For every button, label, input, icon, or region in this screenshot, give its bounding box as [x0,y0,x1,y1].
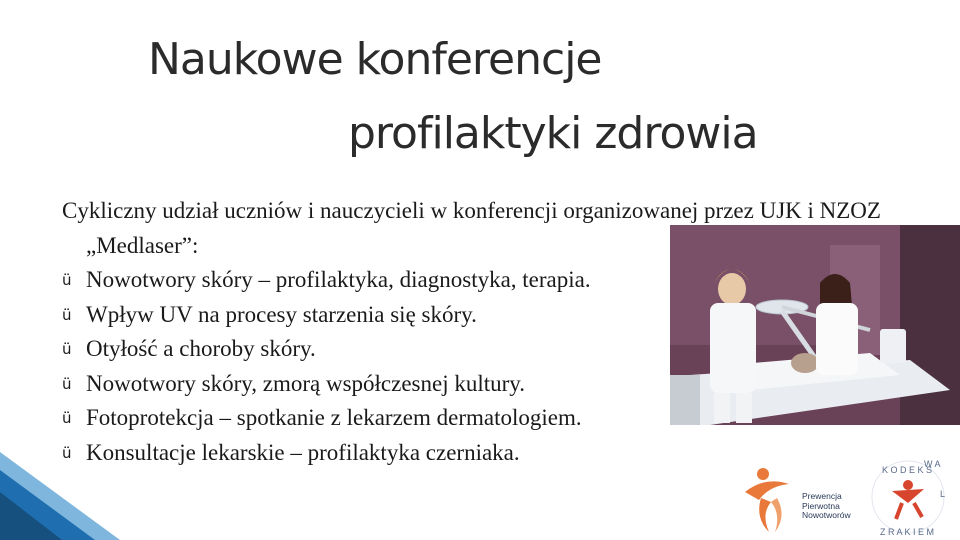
title-line-1: Naukowe konferencje [148,34,602,85]
bullet-item [62,401,902,436]
prewencja-logo [735,462,855,534]
checkmark-icon: ü [62,409,72,427]
bullet-list [62,263,902,470]
checkmark-icon: ü [62,374,72,393]
intro-text: Cykliczny udział uczniów i nauczycieli w konferencji organizowanej przez UJK i NZOZ „Medlaser”: [62,198,881,258]
title-line-2: profilaktyki zdrowia [348,108,758,159]
bullet-text: Nowotwory skóry, zmorą współczesnej kultury. [86,370,526,396]
bullet-item [62,298,902,333]
svg-text:K O D E K S: K O D E K S [882,465,933,475]
svg-text:Z R A K I E M: Z R A K I E M [880,527,935,537]
bullet-item [62,263,902,298]
bullet-text: Wpływ UV na procesy starzenia się skóry. [86,301,477,327]
bullet-item [62,332,902,367]
bullet-text: Nowotwory skóry – profilaktyka, diagnostyka, terapia. [86,267,591,292]
bullet-text: Konsultacje lekarskie – profilaktyka czerniaka. [86,439,520,465]
body-text [62,194,902,470]
checkmark-icon: ü [62,443,72,462]
svg-text:L: L [940,489,946,499]
checkmark-icon: ü [62,305,72,324]
checkmark-icon: ü [62,271,72,289]
svg-text:W A: W A [924,459,941,469]
prewencja-logo-text: Prewencja Pierwotna Nowotworów [802,491,851,520]
bullet-text: Otyłość a choroby skóry. [86,336,316,361]
checkmark-icon: ü [62,340,72,358]
bullet-text: Fotoprotekcja – spotkanie z lekarzem dermatologiem. [86,405,582,430]
bullet-item [62,367,902,402]
bullet-item [62,436,902,471]
